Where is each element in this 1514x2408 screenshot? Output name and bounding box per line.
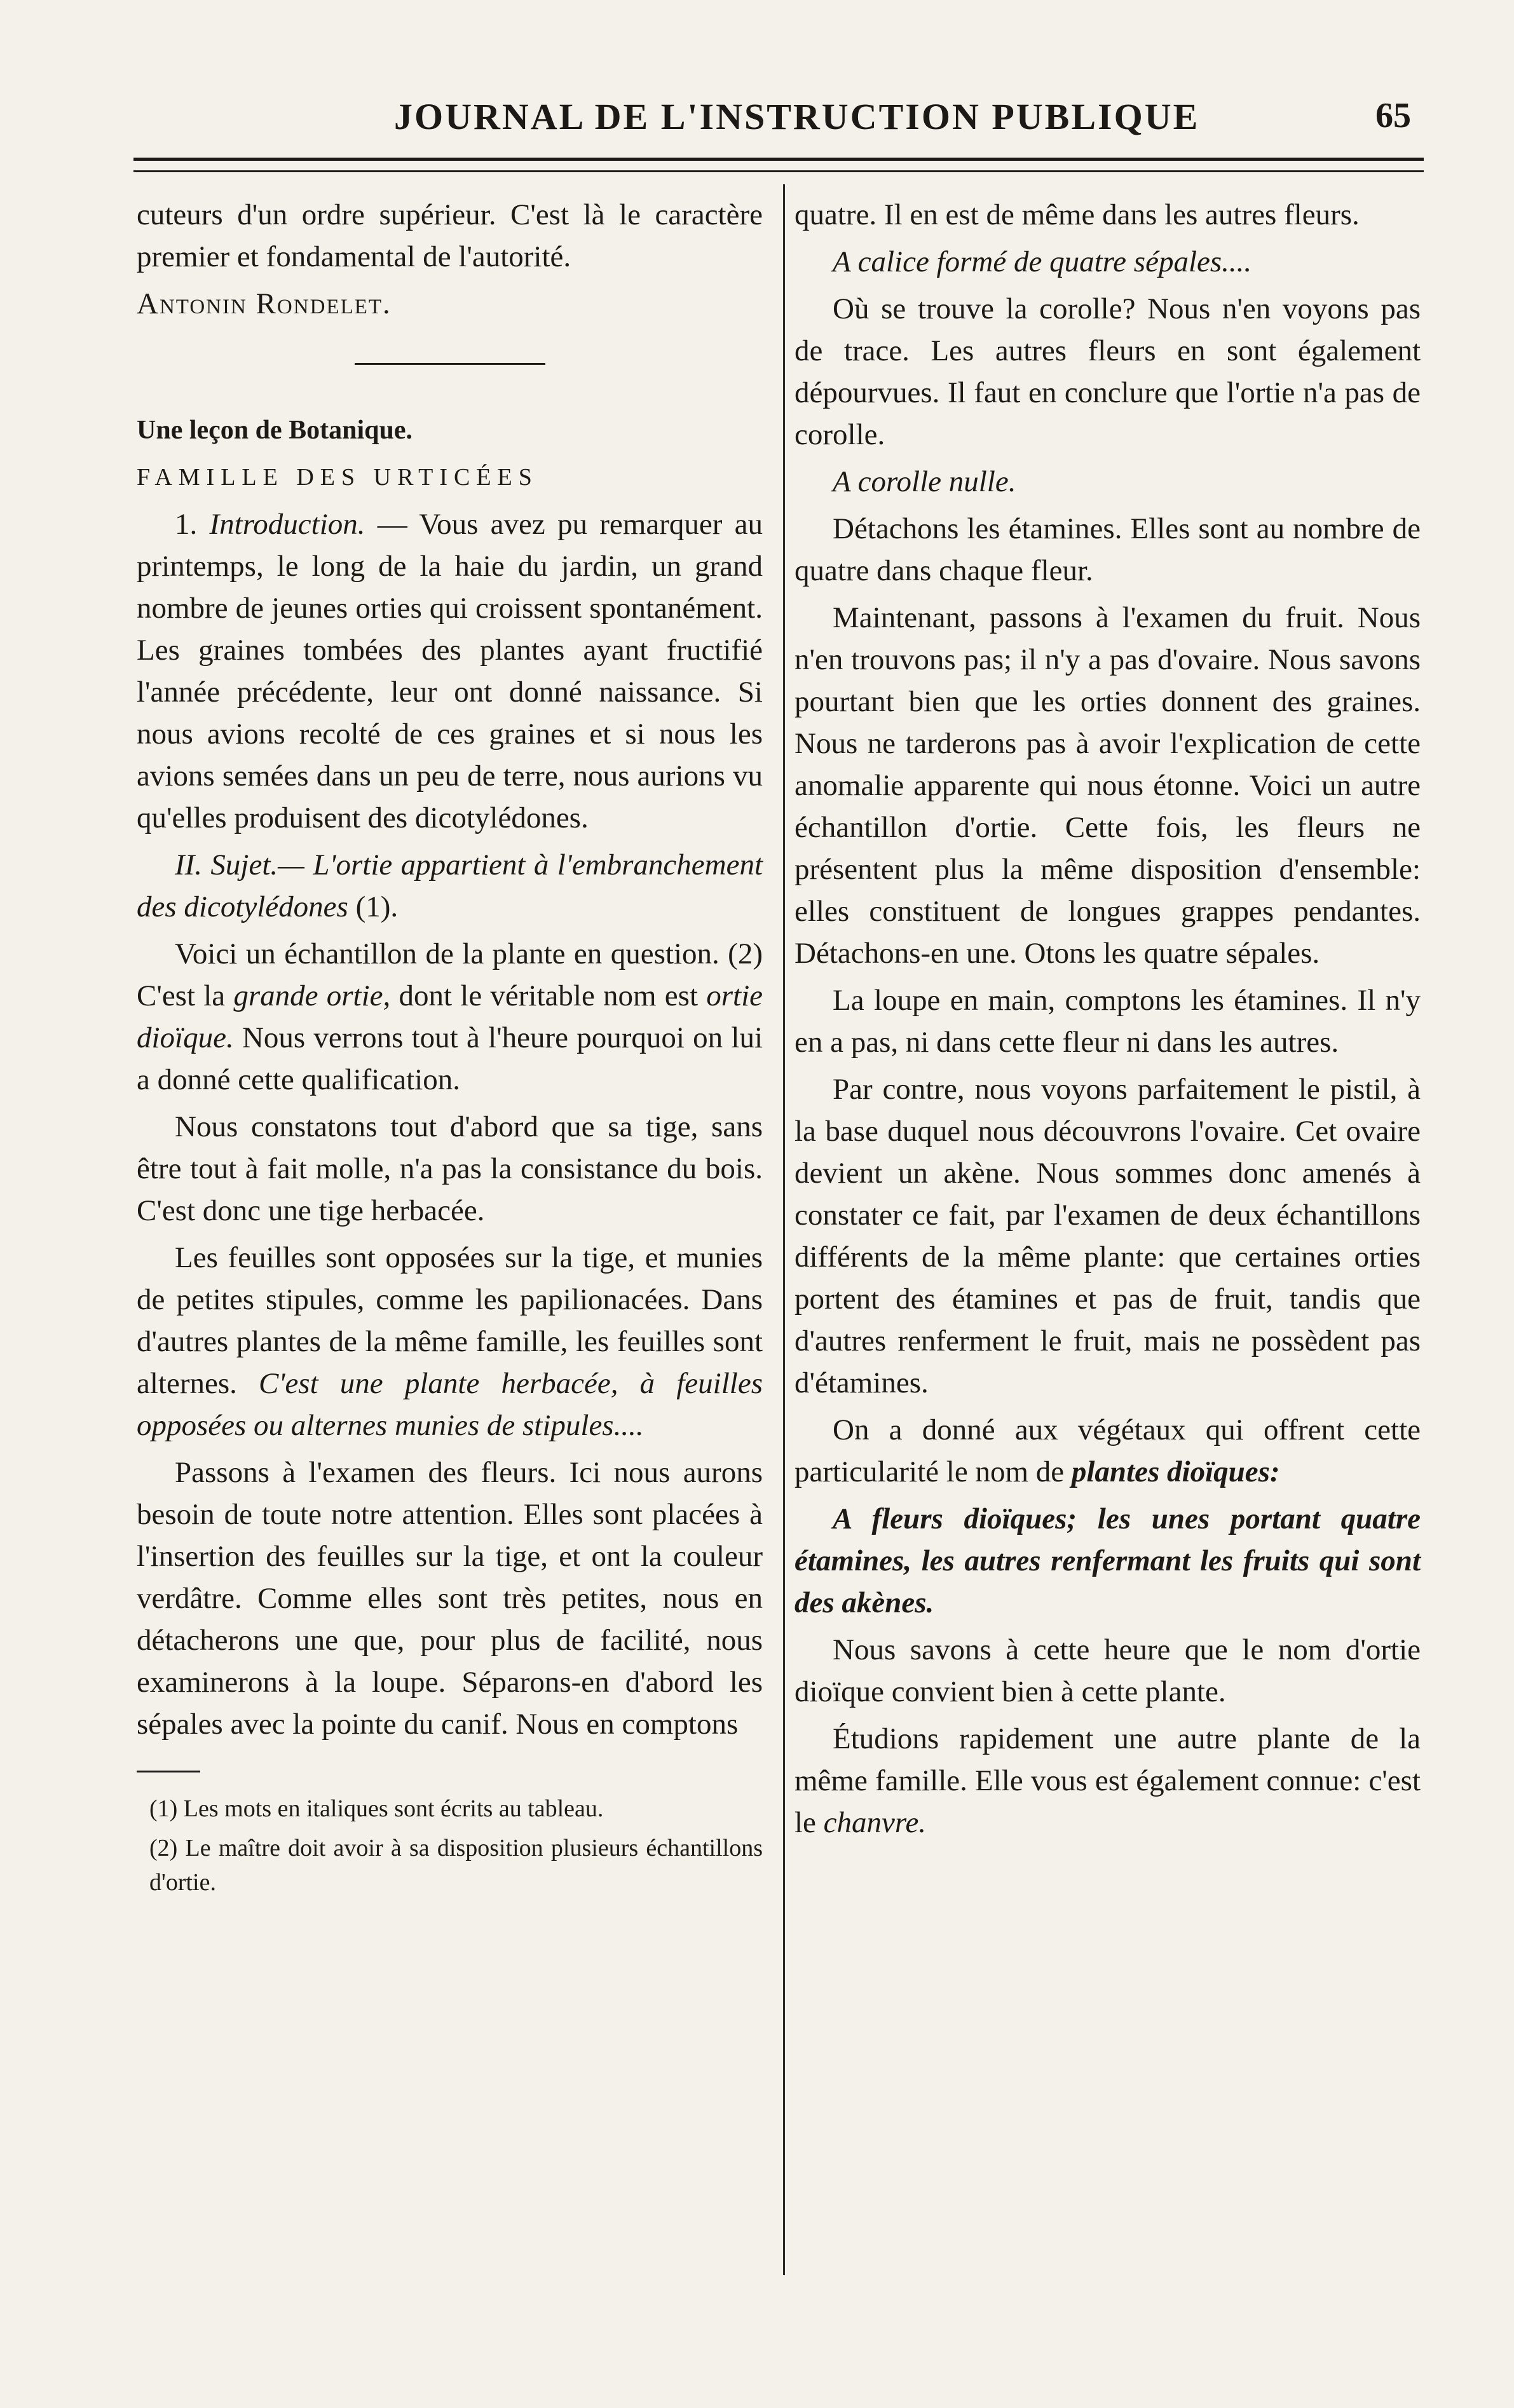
dioecious-italic: plantes dioïques: — [1071, 1455, 1280, 1488]
section-number: 1. — [175, 508, 210, 541]
article-title: Une leçon de Botanique. — [137, 416, 413, 445]
footnote-1: (1) Les mots en italiques sont écrits au tableau. — [149, 1795, 604, 1822]
leaves-text: Les feuilles sont opposées sur la tige, et munies de petites stipules, comme les papilionacées. Dans d'autres plantes de la même famille, les feuilles sont alternes. — [137, 1241, 763, 1400]
specimen-italic-2: ortie dioïque. — [137, 979, 763, 1054]
paragraph-leaves — [137, 1237, 763, 1446]
paragraph-hemp — [795, 1718, 1421, 1844]
paragraph-loupe: La loupe en main, comptons les étamines. Il n'y en a pas, ni dans cette fleur ni dans les autres. — [795, 984, 1421, 1059]
author-signature: Antonin Rondelet. — [137, 287, 392, 320]
specimen-italic-1: grande ortie, — [233, 979, 391, 1012]
corolla-italic: A corolle nulle. — [833, 465, 1016, 498]
page-header — [133, 89, 1424, 159]
left-column — [137, 194, 763, 1905]
paragraph-continuation: cuteurs d'un ordre supérieur. C'est là le caractère premier et fondamental de l'autorité. — [137, 198, 763, 273]
dioecious-definition: A fleurs dioïques; les unes portant quatre étamines, les autres renfermant les fruits qui sont des akènes. — [795, 1502, 1421, 1619]
sepals-italic: A calice formé de quatre sépales.... — [833, 245, 1252, 278]
subject-italic: II. Sujet.— L'ortie appartient à l'embranchement des dicotylédones — [137, 848, 763, 923]
leaves-italic: C'est une plante herbacée, à feuilles opposées ou alternes munies de stipules.... — [137, 1367, 763, 1442]
section-rule — [355, 363, 545, 365]
paragraph-introduction — [137, 503, 763, 839]
paragraph-fruit: Maintenant, passons à l'examen du fruit. Nous n'en trouvons pas; il n'y a pas d'ovaire. Nous savons pourtant bien que les orties donnent des graines. Nous ne tarderons pas à avoir l'explication de cette anomalie apparente qui nous étonne. Voici un autre échantillon d'ortie. Cette fois, les fleurs ne présentent plus la même disposition d'ensemble: elles constituent de longues grappes pendantes. Détachons-en une. Otons les quatre sépales. — [795, 601, 1421, 970]
footnote-rule — [137, 1771, 200, 1772]
subject-tail: (1). — [348, 890, 399, 923]
specimen-text-mid: dont le véritable nom est — [390, 979, 707, 1012]
hemp-italic: chanvre. — [823, 1806, 927, 1839]
paragraph-flowers: Passons à l'examen des fleurs. Ici nous aurons besoin de toute notre attention. Elles sont placées à l'insertion des feuilles sur la tige, et ont la couleur verdâtre. Comme elles sont très petites, nous en détacherons une que, pour plus de facilité, nous examinerons à la loupe. Séparons-en d'abord les sépales avec la pointe du canif. Nous en comptons — [137, 1456, 763, 1741]
paragraph-subject — [137, 844, 763, 928]
section-label: Introduction. — [209, 508, 365, 541]
header-rule-thin — [133, 170, 1424, 172]
paragraph-stamens: Détachons les étamines. Elles sont au nombre de quatre dans chaque fleur. — [795, 512, 1421, 587]
introduction-text: — Vous avez pu remarquer au printemps, le long de la haie du jardin, un grand nombre de jeunes orties qui croissent spontanément. Les graines tombées des plantes ayant fructifié l'année précédente, leur ont donné naissance. Si nous avions recolté de ces graines et si nous les avions semées dans un peu de terre, nous aurions vu qu'elles produisent des dicotylédones. — [137, 508, 763, 834]
paragraph-sepals: quatre. Il en est de même dans les autres fleurs. — [795, 198, 1360, 231]
paragraph-pistil: Par contre, nous voyons parfaitement le pistil, à la base duquel nous découvrons l'ovaire. Cet ovaire devient un akène. Nous sommes donc amenés à constater ce fait, par l'examen de deux échantillons différents de la même plante: que certaines orties portent des étamines et pas de fruit, tandis que d'autres renferment le fruit, mais ne possèdent pas d'étamines. — [795, 1073, 1421, 1399]
specimen-text-end: Nous verrons tout à l'heure pourquoi on lui a donné cette qualification. — [137, 1021, 763, 1096]
column-divider — [783, 184, 785, 2275]
header-rule-thick — [133, 158, 1424, 161]
paragraph-dioecious — [795, 1409, 1421, 1493]
hemp-text: Étudions rapidement une autre plante de la même famille. Elle vous est également connue: c'est le — [795, 1722, 1421, 1839]
running-head: JOURNAL DE L'INSTRUCTION PUBLIQUE — [394, 96, 1200, 137]
article-subtitle: FAMILLE DES URTICÉES — [137, 464, 538, 491]
paragraph-stem: Nous constatons tout d'abord que sa tige, sans être tout à fait molle, n'a pas la consistance du bois. C'est donc une tige herbacée. — [137, 1110, 763, 1227]
right-column — [795, 194, 1421, 1849]
footnote-2: (2) Le maître doit avoir à sa disposition plusieurs échantillons d'ortie. — [149, 1835, 763, 1896]
paragraph-specimen — [137, 933, 763, 1101]
dioecious-text: On a donné aux végétaux qui offrent cette particularité le nom de — [795, 1413, 1421, 1488]
paragraph-name: Nous savons à cette heure que le nom d'ortie dioïque convient bien à cette plante. — [795, 1633, 1421, 1708]
page-number: 65 — [1375, 96, 1411, 135]
specimen-text: Voici un échantillon de la plante en question. (2) C'est la — [137, 937, 763, 1012]
paragraph-corolla: Où se trouve la corolle? Nous n'en voyons pas de trace. Les autres fleurs en sont également dépourvues. Il faut en conclure que l'ortie n'a pas de corolle. — [795, 292, 1421, 451]
